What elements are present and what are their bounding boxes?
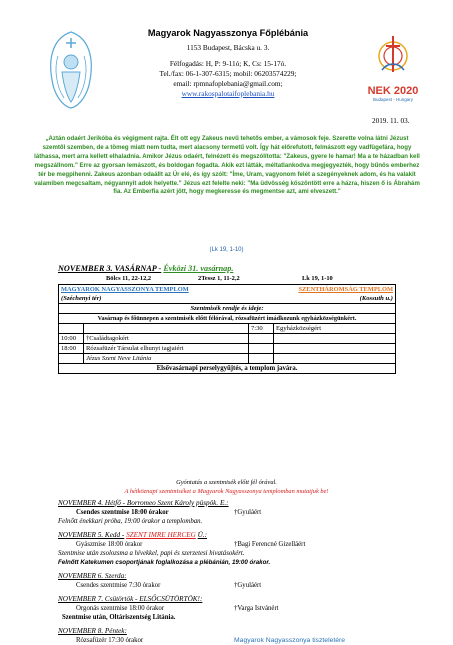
- table-row: [59, 364, 396, 374]
- day-title: NOVEMBER 4. Hétfő - Borromeo Szent Károly püspök. E.:: [58, 499, 229, 507]
- mass-description: Gyászmise 18:00 órakor: [76, 541, 143, 548]
- bulletin-date: 2019. 11. 03.: [372, 117, 410, 125]
- table-row: [59, 285, 396, 295]
- day-title: NOVEMBER 6. Szerda:: [58, 572, 127, 580]
- sunday-schedule-table: [58, 284, 396, 374]
- sunday-title: NOVEMBER 3. VASÁRNAP -: [58, 264, 162, 273]
- nek-logo: [362, 32, 424, 102]
- reading-1: Bölcs 11, 22-12,2: [106, 275, 152, 282]
- mass-intention: †Gyuláért: [234, 509, 262, 516]
- table-row: [59, 344, 396, 354]
- address: 1153 Budapest, Bácska u. 3.: [186, 43, 270, 52]
- table-row: [59, 354, 396, 364]
- mass-intention: Magyarok Nagyasszonya tiszteletére: [234, 637, 346, 644]
- schedule-note: Vasárnap és főünnepen a szentmisék előtt félórával, rózsafüzért imádkozunk egyházközségünkért.: [59, 314, 396, 324]
- table-row: [59, 324, 396, 334]
- table-row: [59, 314, 396, 324]
- office-hours: Félfogadás: H, P: 9-11ó; K, Cs: 15-17ó.: [169, 59, 287, 68]
- nek-logo-sub: Budapest - Hungary: [372, 97, 414, 102]
- parish-logo: [44, 28, 98, 112]
- church-2-name: SZENTHÁROMSÁG TEMPLOM: [298, 286, 393, 293]
- day-title: NOVEMBER 5. Kedd -: [58, 531, 125, 539]
- confession-notice: Gyóntatás a szentmisék előtt fél órával.: [176, 479, 277, 486]
- mass-intention: Egyházközségért: [274, 324, 396, 334]
- email: email: rpmnafoplebania@gmail.com;: [173, 79, 283, 88]
- reading-3: Lk 19, 1-10: [302, 275, 333, 282]
- collection-note: Elsővasárnapi perselygyűjtés, a templom javára.: [59, 364, 396, 374]
- schedule-heading: Szentmisék rendje és ideje:: [59, 304, 396, 314]
- mass-time: 10:00: [59, 334, 84, 344]
- day-title: NOVEMBER 7. Csütörtök - ELSŐCSÜTÖRTÖK!:: [58, 595, 203, 603]
- reading-2: 2Tessz 1, 11-2,2: [198, 275, 240, 282]
- litany: Jézus Szent Neve Litánia: [84, 354, 249, 364]
- gospel-text: „Aztán odaért Jerikóba és végigment rajta. Élt ott egy Zakeus nevű tehetős ember, a vámosok feje. Szerette volna látni Jézust szemtől szemben, de a tömeg miatt nem tudta, mert alacsony termetű volt. Így hát előrefutott, felmászott egy vadfügefára, hogy láthassa, mert arra kellett elhaladnia. Amikor Jézus odaért, felnézett és megszólította: "Zakeus, gyere le hamar! Ma a te házadban kell megszállnom." Erre az gyorsan lemászott, és boldogan fogadta. Akik ezt látták, méltatlankodva megjegyezték, hogy bűnös emberhez tér be megpihenni. Zakeus azonban odaállt az Úr elé, és így szólt: "Íme, Uram, vagyonom felét a szegényeknek adom, és ha valakit valamiben megcsaltam, négyannyit adok helyette." Jézus ezt felelte neki: "Ma üdvösség köszöntött erre a házra, hiszen ő is Ábrahám fia. Az Emberfia azért jött, hogy megkeresse és megmentse azt, ami elveszett.": [34, 135, 420, 196]
- mass-intention: †Családtagokért: [84, 334, 249, 344]
- mass-time: 18:00: [59, 344, 84, 354]
- nek-logo-title: NEK 2020: [367, 85, 419, 97]
- mass-intention: †Gyuláért: [234, 582, 262, 589]
- mass-intention: †Bagi Ferencné Gizelláért: [234, 541, 306, 548]
- mass-intention: Rózsafüzér Társulat elhunyt tagjaiért: [84, 344, 249, 354]
- parish-name: Magyarok Nagyasszonya Főplébánia: [147, 28, 309, 38]
- gospel-reference: (Lk 19, 1-10): [209, 247, 244, 253]
- phone: Tel./fax: 06-1-307-6315; mobil: 06203574229;: [159, 69, 297, 78]
- day-rank: Ü.:: [197, 531, 208, 539]
- table-row: [59, 334, 396, 344]
- mass-description: Csendes szentmise 18:00 órakor: [76, 509, 169, 516]
- mass-time: 7:30: [249, 324, 274, 334]
- day-title: NOVEMBER 8. Péntek:: [58, 627, 127, 635]
- mass-description: Csendes szentmise 7:30 órakor: [76, 582, 161, 589]
- day-feast: SZENT IMRE HERCEG: [126, 531, 196, 539]
- day-extra: Szentmise után, Oltáriszentség Litánia.: [62, 614, 176, 621]
- day-extra: Szentmise után zsolozsma a hívekkel, papi és szerzetesi hivatásokért.: [58, 550, 245, 557]
- church-1-name: MAGYAROK NAGYASSZONYA TEMPLOM: [61, 286, 189, 293]
- sunday-feast: Évközi 31. vasárnap.: [163, 264, 234, 273]
- table-row: [59, 304, 396, 314]
- mass-description: Rózsafüzér 17:30 órakor: [76, 637, 144, 644]
- church-2-location: (Kossuth u.): [249, 294, 396, 304]
- day-extra: Felnőtt énekkari próba, 19:00 órakor a templomban.: [58, 518, 203, 525]
- church-1-location: (Széchenyi tér): [59, 294, 249, 304]
- weekday-mass-notice: A hétköznapi szentmiséket a Magyarok Nagyasszonya templomban mutatjuk be!: [124, 488, 329, 495]
- table-row: [59, 294, 396, 304]
- mass-intention: †Varga Istvánért: [234, 605, 279, 612]
- day-extra-2: Felnőtt Katekumen csoportjának foglalkozása a plébánián, 19:00 órakor.: [58, 559, 271, 566]
- mass-description: Orgonás szentmise 18:00 órakor: [76, 605, 165, 612]
- website-link[interactable]: www.rakospalotaifoplebania.hu: [181, 89, 275, 98]
